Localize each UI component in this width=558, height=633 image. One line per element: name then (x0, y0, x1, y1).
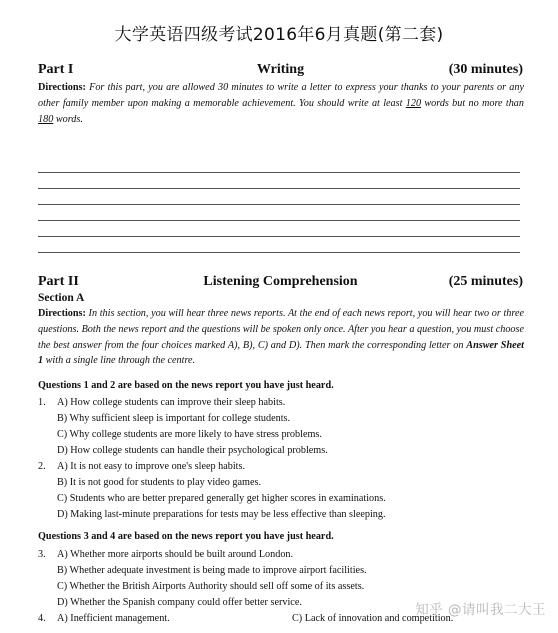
part2-directions-label: Directions: (38, 308, 86, 319)
writing-line (38, 252, 520, 253)
section-a-label: Section A (38, 292, 85, 304)
question-number: 4. (38, 613, 46, 624)
min-words: 120 (405, 97, 422, 109)
option-c: C) Why college students are more likely to have stress problems. (57, 429, 322, 440)
max-words: 180 (38, 113, 54, 125)
question-group-heading: Questions 3 and 4 are based on the news report you have just heard. (38, 531, 334, 542)
part2-time: (25 minutes) (448, 274, 523, 289)
option-d: D) How college students can handle their psychological problems. (57, 445, 328, 456)
part1-header (38, 62, 523, 82)
part2-name: Listening Comprehension (203, 274, 358, 289)
option-c: C) Lack of innovation and competition. (292, 613, 454, 624)
writing-line (38, 236, 520, 237)
question-number: 2. (38, 461, 46, 472)
option-c: C) Whether the British Airports Authority should sell off some of its assets. (57, 581, 365, 592)
page-title: 大学英语四级考试2016年6月真题(第二套) (114, 25, 444, 45)
part1-directions: Directions: For this part, you are allowed 30 minutes to write a letter to express your thanks to your parents or any other family member upon making a memorable achievement. You should write at least 120 words but no more than 180 words. (38, 82, 524, 125)
question-group-heading: Questions 1 and 2 are based on the news report you have just heard. (38, 380, 334, 391)
writing-line (38, 188, 520, 189)
part2-header (38, 274, 523, 294)
watermark: 知乎 @请叫我二大王 (415, 602, 546, 618)
option-a: A) Inefficient management. (57, 613, 170, 624)
option-b: B) Whether adequate investment is being made to improve airport facilities. (57, 565, 367, 576)
option-b: B) Why sufficient sleep is important for college students. (57, 413, 291, 424)
option-d: D) Making last-minute preparations for tests may be less effective than sleeping. (57, 509, 386, 520)
question-number: 1. (38, 397, 46, 408)
option-a: A) It is not easy to improve one's sleep habits. (57, 461, 246, 472)
writing-line (38, 220, 520, 221)
part1-time: (30 minutes) (448, 62, 523, 77)
writing-line (38, 204, 520, 205)
part1-label: Part I (38, 62, 74, 77)
writing-line (38, 172, 520, 173)
question-number: 3. (38, 549, 46, 560)
option-a: A) How college students can improve their sleep habits. (57, 397, 286, 408)
part2-directions: Directions: In this section, you will hear three news reports. At the end of each news report, you will hear two or three questions. Both the news report and the questions will be spoken only once. After you hear a question, you must choose the best answer from the four choices marked A), B), C) and D). Then mark the corresponding letter on Answer Sheet 1 with a single line through the centre. (38, 308, 524, 367)
option-b: B) It is not good for students to play video games. (57, 477, 262, 488)
option-a: A) Whether more airports should be built around London. (57, 549, 294, 560)
part2-label: Part II (38, 274, 79, 289)
part1-directions-label: Directions: (38, 82, 86, 93)
option-c: C) Students who are better prepared generally get higher scores in examinations. (57, 493, 386, 504)
part1-name: Writing (256, 62, 305, 77)
answer-sheet-label: Answer Sheet 1 (38, 339, 524, 367)
option-d: D) Whether the Spanish company could offer better service. (57, 597, 302, 608)
